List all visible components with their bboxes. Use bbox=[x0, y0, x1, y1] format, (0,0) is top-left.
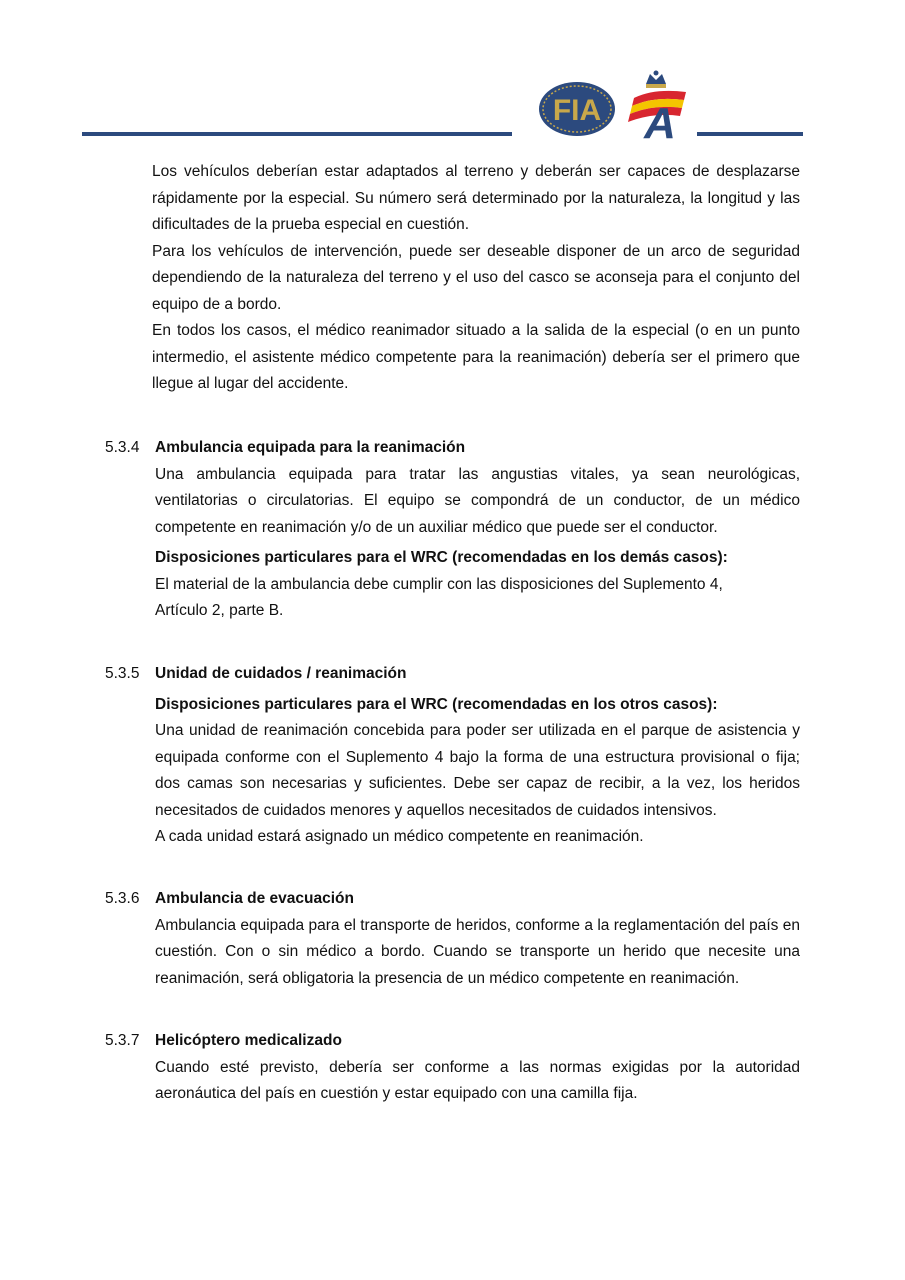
section-body: Cuando esté previsto, debería ser conforme a las normas exigidas por la autoridad aeronáutica del país en cuestión y estar equipado con una camilla fija. bbox=[155, 1058, 800, 1102]
section-body: Ambulancia equipada para el transporte de heridos, conforme a la reglamentación del país en cuestión. Con o sin médico a bordo. Cuando se transporte un herido que necesite una reanimación, será obligatoria la presencia de un médico competente en reanimación. bbox=[155, 916, 800, 987]
section-number: 5.3.6 bbox=[105, 890, 140, 907]
section-5-3-4 bbox=[105, 435, 800, 625]
section-number: 5.3.7 bbox=[105, 1032, 140, 1049]
section-body: Una ambulancia equipada para tratar las angustias vitales, ya sean neurológicas, ventilatorias o circulatorias. El equipo se compondrá de un conductor, de un médico competente en reanimación y/o de un auxiliar médico que puede ser el conductor. bbox=[155, 465, 800, 536]
rfea-logo-icon bbox=[624, 70, 688, 140]
intro-block bbox=[152, 159, 800, 398]
section-title: Ambulancia de evacuación bbox=[155, 890, 354, 907]
section-5-3-7 bbox=[105, 1028, 800, 1108]
section-subtitle: Disposiciones particulares para el WRC (recomendadas en los otros casos): bbox=[155, 695, 718, 713]
svg-text:FIA: FIA bbox=[552, 94, 602, 127]
section-extra: A cada unidad estará asignado un médico competente en reanimación. bbox=[155, 828, 644, 845]
section-5-3-5 bbox=[105, 661, 800, 851]
section-5-3-6 bbox=[105, 886, 800, 992]
section-title: Unidad de cuidados / reanimación bbox=[155, 665, 407, 682]
section-body: Una unidad de reanimación concebida para poder ser utilizada en el parque de asistencia y equipada conforme con el Suplemento 4 bajo la forma de una estructura provisional o fija; dos camas son necesarias y suficientes. Debe ser capaz de recibir, a la vez, los heridos necesitados de cuidados menores y aquellos necesitados de cuidados intensivos. bbox=[155, 722, 800, 819]
section-sub-line-2: Artículo 2, parte B. bbox=[155, 602, 284, 619]
section-title: Ambulancia equipada para la reanimación bbox=[155, 439, 466, 456]
header-rule-left bbox=[82, 132, 512, 136]
section-number: 5.3.4 bbox=[105, 439, 140, 456]
section-subtitle: Disposiciones particulares para el WRC (recomendadas en los demás casos): bbox=[155, 549, 728, 566]
section-sub-line-1: El material de la ambulancia debe cumplir con las disposiciones del Suplemento 4, bbox=[155, 575, 723, 593]
section-number: 5.3.5 bbox=[105, 665, 140, 682]
svg-text:A: A bbox=[644, 99, 676, 140]
header-rule-right bbox=[697, 132, 803, 136]
intro-paragraph-3: En todos los casos, el médico reanimador situado a la salida de la especial (o en un punto intermedio, el asistente médico competente para la reanimación) debería ser el primero que llegue al lugar del accidente. bbox=[152, 322, 800, 392]
section-title: Helicóptero medicalizado bbox=[155, 1032, 342, 1049]
fia-logo-icon bbox=[537, 80, 617, 138]
intro-paragraph-2: Para los vehículos de intervención, puede ser deseable disponer de un arco de seguridad dependiendo de la naturaleza del terreno y el uso del casco se aconseja para el conjunto del equipo de a bordo. bbox=[152, 242, 800, 313]
intro-paragraph-1: Los vehículos deberían estar adaptados al terreno y deberán ser capaces de desplazarse rápidamente por la especial. Su número será determinado por la naturaleza, la longitud y las dificultades de la prueba especial en cuestión. bbox=[152, 163, 800, 233]
